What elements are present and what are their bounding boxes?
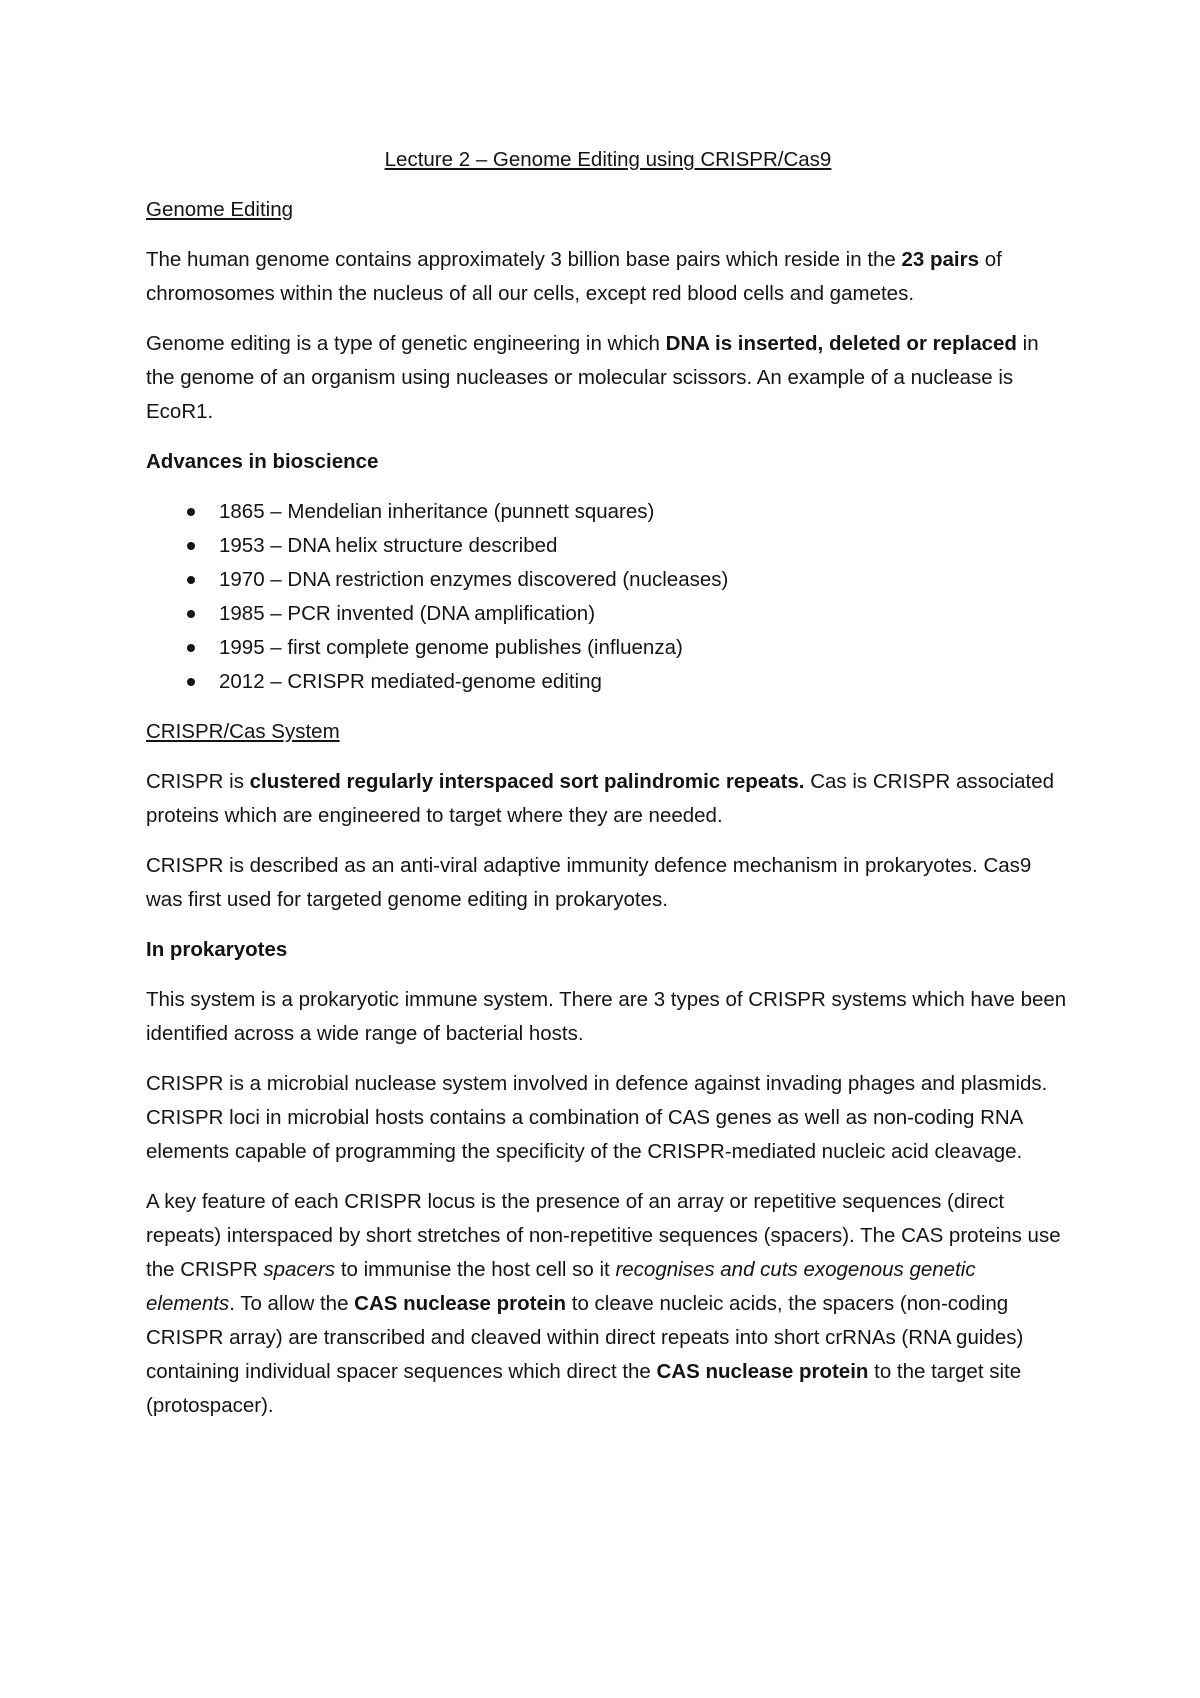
text-run: to the target site (protospacer). [146,1360,1022,1417]
bullet-icon [187,576,195,584]
bold-text: DNA is inserted, deleted or replaced [665,332,1017,355]
list-item-text: 1985 – PCR invented (DNA amplification) [219,602,596,625]
text-run: . To allow the [229,1292,355,1315]
paragraph-crispr-immunity: CRISPR is described as an anti-viral adaptive immunity defence mechanism in prokaryotes. Cas9 was first used for targeted genome editing in prokaryotes. [146,854,1032,911]
list-item [146,563,1070,597]
list-item-text: 1970 – DNA restriction enzymes discovered (nucleases) [219,568,729,591]
bullet-icon [187,610,195,618]
paragraph-crispr-definition [146,765,1070,833]
advances-list [146,495,1070,699]
list-item-text: 2012 – CRISPR mediated-genome editing [219,670,602,693]
paragraph-prokaryotic-immune-system: This system is a prokaryotic immune system. There are 3 types of CRISPR systems which have been identified across a wide range of bacterial hosts. [146,988,1067,1045]
bold-text: CAS nuclease protein [656,1360,869,1383]
section-heading-crispr-cas-system: CRISPR/Cas System [146,720,340,743]
list-item-text: 1865 – Mendelian inheritance (punnett squares) [219,500,655,523]
italic-text: spacers [263,1258,336,1281]
text-run: A key feature of each CRISPR locus is the presence of an array or repetitive sequences (direct repeats) interspaced by short stretches of non-repetitive sequences (spacers). The CAS proteins use the CRISPR [146,1190,1061,1281]
italic-text: recognises and cuts exogenous genetic elements [146,1258,976,1315]
section-heading-genome-editing: Genome Editing [146,198,294,221]
paragraph-human-genome [146,243,1070,311]
text-run: to cleave nucleic acids, the spacers (non-coding CRISPR array) are transcribed and cleaved within direct repeats into short crRNAs (RNA guides) containing individual spacer sequences which direct the [146,1292,1024,1383]
list-item [146,665,1070,699]
list-item-text: 1995 – first complete genome publishes (influenza) [219,636,683,659]
bold-text: 23 pairs [901,248,980,271]
text-run: Cas is CRISPR associated proteins which are engineered to target where they are needed. [146,770,1055,827]
list-item-text: 1953 – DNA helix structure described [219,534,558,557]
paragraph-genome-editing-definition [146,327,1070,429]
bullet-icon [187,542,195,550]
text-run: of chromosomes within the nucleus of all our cells, except red blood cells and gametes. [146,248,1002,305]
section-heading-advances: Advances in bioscience [146,450,379,473]
section-heading-prokaryotes: In prokaryotes [146,938,288,961]
text-run: to immunise the host cell so it [335,1258,616,1281]
bullet-icon [187,644,195,652]
bold-text: CAS nuclease protein [354,1292,567,1315]
list-item [146,529,1070,563]
list-item [146,631,1070,665]
text-run: The human genome contains approximately 3 billion base pairs which reside in the [146,248,902,271]
document-title: Lecture 2 – Genome Editing using CRISPR/Cas9 [384,148,832,171]
paragraph-microbial-nuclease: CRISPR is a microbial nuclease system involved in defence against invading phages and plasmids. CRISPR loci in microbial hosts contains a combination of CAS genes as well as non-coding RNA elements capable of programming the specificity of the CRISPR-mediated nucleic acid cleavage. [146,1072,1048,1163]
bullet-icon [187,678,195,686]
text-run: in the genome of an organism using nucleases or molecular scissors. An example of a nuclease is EcoR1. [146,332,1039,423]
list-item [146,495,1070,529]
text-run: CRISPR is [146,770,250,793]
text-run: Genome editing is a type of genetic engineering in which [146,332,666,355]
paragraph-crispr-locus [146,1185,1070,1423]
list-item [146,597,1070,631]
bullet-icon [187,508,195,516]
bold-text: clustered regularly interspaced sort palindromic repeats. [249,770,805,793]
